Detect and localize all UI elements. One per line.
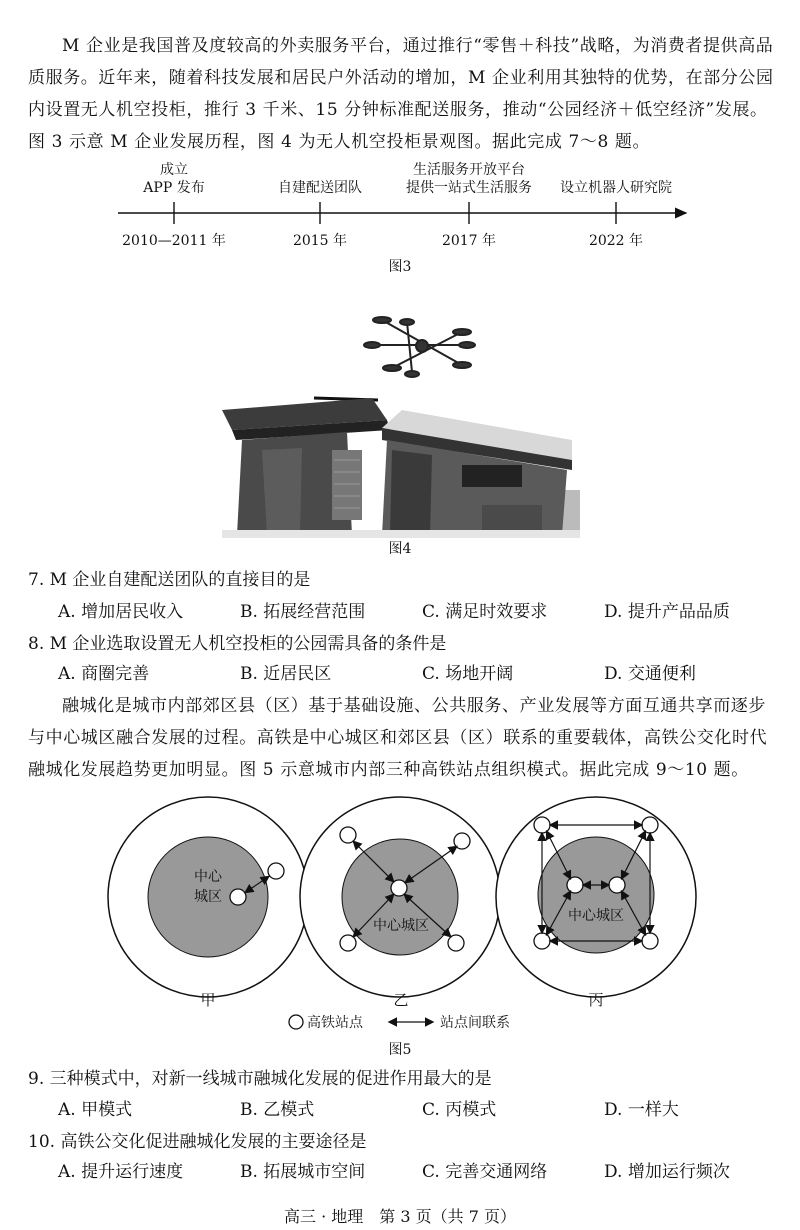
drone-locker-image — [222, 290, 580, 538]
station-icon — [454, 833, 470, 849]
timeline-year: 2017 年 — [441, 233, 497, 249]
intro-paragraph-1: M 企业是我国普及度较高的外卖服务平台，通过推行“零售＋科技”战略，为消费者提供高品质服务。近年来，随着科技发展和居民户外活动的增加，M 企业利用其独特的优势，在部分公园内设置无人机空投柜，推行 3 千米、15 分钟标准配送服务，推动“公园经济＋低空经济”发展。图 3 示意 M 企业发展历程，图 4 为无人机空投柜景观图。据此完成 7～8 题。 — [28, 36, 774, 152]
central-district — [342, 839, 458, 955]
option-d[interactable]: D. 增加运行频次 — [604, 1162, 730, 1182]
legend-station-label: 高铁站点 — [307, 1015, 363, 1031]
mode-yi-diagram — [300, 797, 500, 997]
mode-bing-diagram — [496, 797, 696, 997]
timeline-year: 2022 年 — [588, 233, 644, 249]
option-a[interactable]: A. 增加居民收入 — [58, 602, 184, 622]
option-d[interactable]: D. 提升产品品质 — [604, 602, 730, 622]
station-icon — [534, 817, 550, 833]
question-7-stem: 7. M 企业自建配送团队的直接目的是 — [28, 570, 311, 590]
station-icon — [391, 880, 407, 896]
figure-5-caption: 图5 — [388, 1042, 412, 1058]
figure-4-photo — [222, 290, 580, 538]
option-b[interactable]: B. 近居民区 — [240, 664, 332, 684]
timeline-year: 2010—2011 年 — [122, 233, 226, 249]
station-icon — [642, 817, 658, 833]
station-icon — [642, 933, 658, 949]
timeline-event-bottom: 提供一站式生活服务 — [406, 180, 532, 196]
question-10-stem: 10. 高铁公交化促进融城化发展的主要途径是 — [28, 1132, 367, 1152]
option-b[interactable]: B. 拓展城市空间 — [240, 1162, 366, 1182]
station-icon — [340, 935, 356, 951]
figure-5-diagram — [0, 795, 800, 1065]
legend-link-label: 站点间联系 — [440, 1015, 510, 1031]
figure-3-caption: 图3 — [388, 259, 412, 275]
intro-paragraph-2: 融城化是城市内部郊区县（区）基于基础设施、公共服务、产业发展等方面互通共享而逐步与中心城区融合发展的过程。高铁是中心城区和郊区县（区）联系的重要载体，高铁公交化时代融城化发展趋势更加明显。图 5 示意城市内部三种高铁站点组织模式。据此完成 9～10 题。 — [28, 696, 768, 780]
station-icon — [448, 935, 464, 951]
timeline-event-bottom: 设立机器人研究院 — [560, 180, 672, 196]
mode-label-bing: 丙 — [588, 991, 604, 1009]
station-icon — [230, 889, 246, 905]
legend-station-icon — [289, 1015, 303, 1029]
drone-icon — [364, 317, 475, 377]
question-9-options — [58, 1096, 778, 1124]
timeline-event-top: 成立 — [160, 162, 188, 178]
option-c[interactable]: C. 满足时效要求 — [422, 602, 548, 622]
station-icon — [340, 827, 356, 843]
option-b[interactable]: B. 乙模式 — [240, 1100, 315, 1120]
timeline-event-top: 生活服务开放平台 — [413, 162, 525, 178]
question-8-stem: 8. M 企业选取设置无人机空投柜的公园需具备的条件是 — [28, 634, 447, 654]
option-c[interactable]: C. 丙模式 — [422, 1100, 497, 1120]
question-8-options — [58, 660, 778, 688]
station-icon — [534, 933, 550, 949]
option-a[interactable]: A. 商圈完善 — [58, 664, 150, 684]
figure-4-caption: 图4 — [388, 541, 412, 557]
option-a[interactable]: A. 提升运行速度 — [58, 1162, 184, 1182]
option-c[interactable]: C. 场地开阔 — [422, 664, 514, 684]
station-icon — [567, 877, 583, 893]
option-c[interactable]: C. 完善交通网络 — [422, 1162, 548, 1182]
center-label-bing: 中心城区 — [568, 908, 624, 924]
timeline-event-bottom: 自建配送团队 — [278, 180, 362, 196]
page-footer: 高三 · 地理 第 3 页（共 7 页） — [284, 1207, 516, 1226]
option-d[interactable]: D. 交通便利 — [604, 664, 696, 684]
mode-label-yi: 乙 — [393, 991, 409, 1009]
option-d[interactable]: D. 一样大 — [604, 1100, 679, 1120]
question-10-options — [58, 1158, 778, 1186]
question-7-options — [58, 598, 778, 626]
option-b[interactable]: B. 拓展经营范围 — [240, 602, 366, 622]
center-label-yi: 中心城区 — [373, 918, 429, 934]
timeline-year: 2015 年 — [292, 233, 348, 249]
option-a[interactable]: A. 甲模式 — [58, 1100, 133, 1120]
central-district — [538, 837, 654, 953]
station-icon — [268, 863, 284, 879]
station-icon — [609, 877, 625, 893]
center-label-jia: 中心 城区 — [194, 869, 222, 905]
question-9-stem: 9. 三种模式中，对新一线城市融城化发展的促进作用最大的是 — [28, 1069, 492, 1089]
timeline-event-bottom: APP 发布 — [143, 180, 205, 196]
mode-label-jia: 甲 — [200, 991, 216, 1009]
